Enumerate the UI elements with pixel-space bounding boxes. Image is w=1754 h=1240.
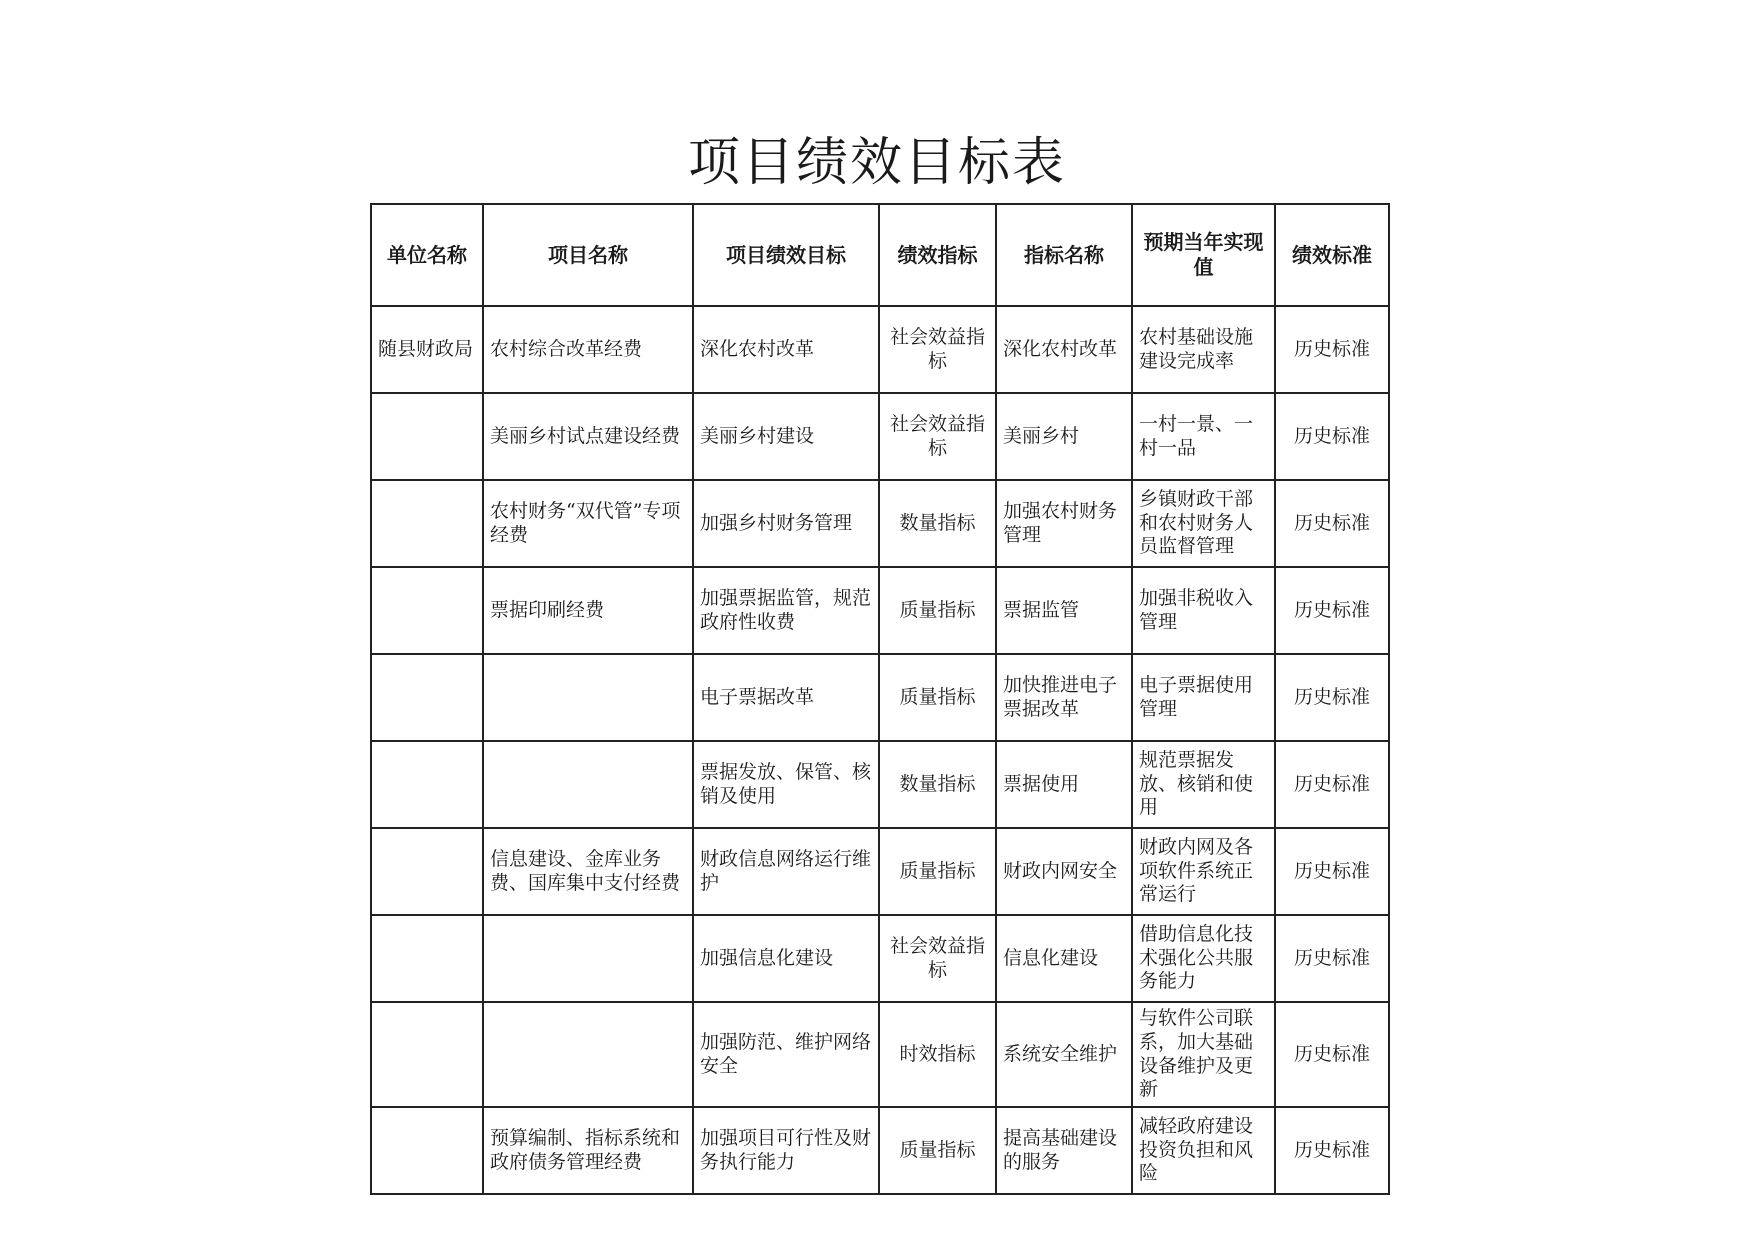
cell-expected-value: 借助信息化技术强化公共服务能力: [1132, 915, 1275, 1002]
cell-project-goal: 加强项目可行性及财务执行能力: [693, 1107, 879, 1194]
cell-unit-name: [371, 654, 483, 741]
cell-project-name: 信息建设、金库业务费、国库集中支付经费: [483, 828, 693, 915]
cell-project-goal: 加强防范、维护网络安全: [693, 1002, 879, 1107]
cell-expected-value: 与软件公司联系，加大基础设备维护及更新: [1132, 1002, 1275, 1107]
table-row: [371, 567, 1389, 654]
cell-standard: 历史标准: [1275, 654, 1389, 741]
cell-unit-name: [371, 915, 483, 1002]
cell-unit-name: [371, 741, 483, 828]
cell-standard: 历史标准: [1275, 828, 1389, 915]
table-row: [371, 741, 1389, 828]
table-row: [371, 393, 1389, 480]
cell-indicator-type: 质量指标: [879, 654, 996, 741]
cell-project-name: [483, 915, 693, 1002]
header-expected-value: 预期当年实现值: [1132, 204, 1275, 306]
cell-unit-name: [371, 393, 483, 480]
cell-indicator-name: 提高基础建设的服务: [996, 1107, 1132, 1194]
cell-standard: 历史标准: [1275, 567, 1389, 654]
cell-unit-name: [371, 1002, 483, 1107]
performance-target-table: [370, 203, 1390, 1195]
cell-project-goal: 深化农村改革: [693, 306, 879, 393]
cell-project-goal: 财政信息网络运行维护: [693, 828, 879, 915]
cell-project-goal: 美丽乡村建设: [693, 393, 879, 480]
cell-project-name: 预算编制、指标系统和政府债务管理经费: [483, 1107, 693, 1194]
cell-unit-name: [371, 567, 483, 654]
cell-project-name: 农村财务“双代管”专项经费: [483, 480, 693, 567]
cell-project-goal: 电子票据改革: [693, 654, 879, 741]
cell-standard: 历史标准: [1275, 915, 1389, 1002]
page-title: 项目绩效目标表: [687, 133, 1066, 193]
header-project-goal: 项目绩效目标: [693, 204, 879, 306]
cell-indicator-type: 质量指标: [879, 828, 996, 915]
cell-project-name: [483, 654, 693, 741]
cell-expected-value: 农村基础设施建设完成率: [1132, 306, 1275, 393]
cell-indicator-name: 票据监管: [996, 567, 1132, 654]
cell-indicator-name: 深化农村改革: [996, 306, 1132, 393]
cell-indicator-name: 票据使用: [996, 741, 1132, 828]
table-row: [371, 654, 1389, 741]
cell-indicator-type: 社会效益指标: [879, 306, 996, 393]
cell-project-goal: 票据发放、保管、核销及使用: [693, 741, 879, 828]
cell-indicator-name: 信息化建设: [996, 915, 1132, 1002]
cell-indicator-type: 数量指标: [879, 741, 996, 828]
cell-indicator-name: 加强农村财务管理: [996, 480, 1132, 567]
cell-indicator-name: 美丽乡村: [996, 393, 1132, 480]
cell-expected-value: 乡镇财政干部和农村财务人员监督管理: [1132, 480, 1275, 567]
cell-project-name: 农村综合改革经费: [483, 306, 693, 393]
header-unit-name: 单位名称: [371, 204, 483, 306]
cell-expected-value: 一村一景、一村一品: [1132, 393, 1275, 480]
cell-project-goal: 加强信息化建设: [693, 915, 879, 1002]
header-project-name: 项目名称: [483, 204, 693, 306]
cell-indicator-name: 系统安全维护: [996, 1002, 1132, 1107]
cell-indicator-type: 时效指标: [879, 1002, 996, 1107]
cell-unit-name: [371, 1107, 483, 1194]
cell-standard: 历史标准: [1275, 480, 1389, 567]
cell-standard: 历史标准: [1275, 1002, 1389, 1107]
table-row: [371, 480, 1389, 567]
cell-standard: 历史标准: [1275, 393, 1389, 480]
cell-unit-name: [371, 480, 483, 567]
table-row: [371, 915, 1389, 1002]
cell-unit-name: [371, 828, 483, 915]
cell-standard: 历史标准: [1275, 1107, 1389, 1194]
table-header-row: [371, 204, 1389, 306]
cell-project-name: [483, 741, 693, 828]
header-indicator-type: 绩效指标: [879, 204, 996, 306]
cell-indicator-type: 质量指标: [879, 1107, 996, 1194]
table-row: [371, 1002, 1389, 1107]
cell-expected-value: 电子票据使用管理: [1132, 654, 1275, 741]
table-row: [371, 306, 1389, 393]
cell-indicator-type: 质量指标: [879, 567, 996, 654]
cell-standard: 历史标准: [1275, 306, 1389, 393]
cell-indicator-type: 社会效益指标: [879, 393, 996, 480]
header-standard: 绩效标准: [1275, 204, 1389, 306]
cell-project-name: 美丽乡村试点建设经费: [483, 393, 693, 480]
table-row: [371, 828, 1389, 915]
cell-indicator-name: 加快推进电子票据改革: [996, 654, 1132, 741]
cell-project-goal: 加强票据监管，规范政府性收费: [693, 567, 879, 654]
cell-indicator-name: 财政内网安全: [996, 828, 1132, 915]
cell-expected-value: 减轻政府建设投资负担和风险: [1132, 1107, 1275, 1194]
cell-indicator-type: 社会效益指标: [879, 915, 996, 1002]
cell-project-name: [483, 1002, 693, 1107]
cell-expected-value: 加强非税收入管理: [1132, 567, 1275, 654]
cell-project-name: 票据印刷经费: [483, 567, 693, 654]
cell-project-goal: 加强乡村财务管理: [693, 480, 879, 567]
cell-unit-name: 随县财政局: [371, 306, 483, 393]
header-indicator-name: 指标名称: [996, 204, 1132, 306]
table-row: [371, 1107, 1389, 1194]
cell-expected-value: 财政内网及各项软件系统正常运行: [1132, 828, 1275, 915]
cell-expected-value: 规范票据发放、核销和使用: [1132, 741, 1275, 828]
cell-indicator-type: 数量指标: [879, 480, 996, 567]
cell-standard: 历史标准: [1275, 741, 1389, 828]
